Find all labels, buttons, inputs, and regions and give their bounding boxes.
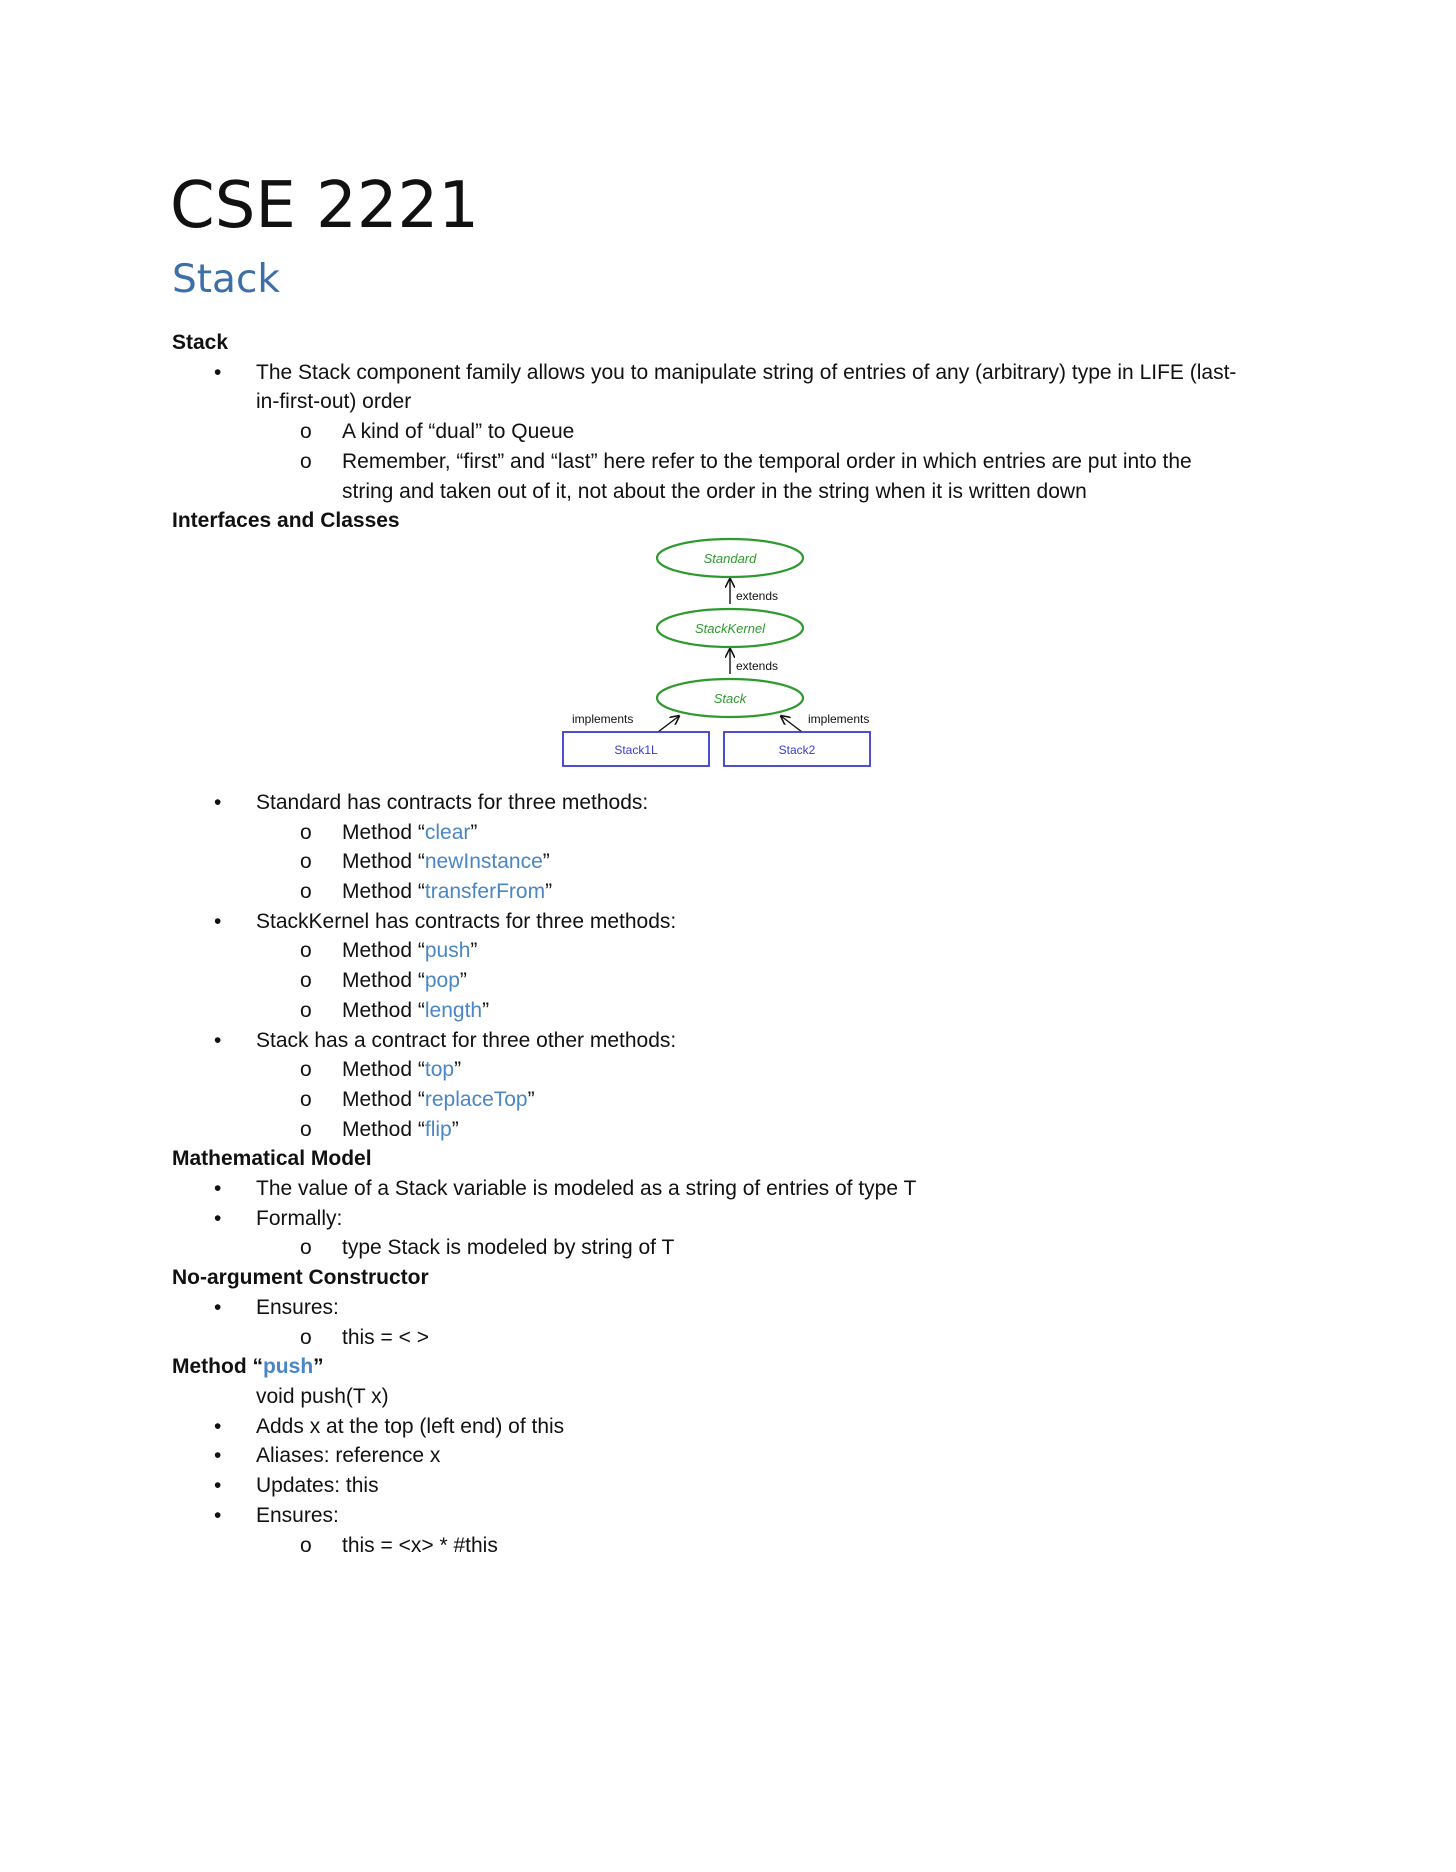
group-intro: StackKernel has contracts for three methods: [256,909,677,933]
edge-extends-1-label: extends [736,588,779,603]
sub-list-item [172,1055,1292,1085]
bullet-icon: • [214,1414,222,1438]
list-item [172,358,1292,388]
sub-list-item [172,1115,1292,1145]
group-intro: Stack has a contract for three other methods: [256,1028,677,1052]
sub-bullet-icon: o [300,1533,312,1557]
section-constructor [172,1263,1292,1352]
class-right-label: Stack2 [778,742,816,757]
sub-list-item [172,966,1292,996]
sub-list-item-continuation [172,477,1292,507]
push-heading-name: push [262,1355,314,1379]
method-name: top [424,1058,455,1082]
push-bullet2: Aliases: reference x [256,1444,441,1468]
method-prefix: Method “ [342,820,425,844]
list-item [172,1174,1292,1204]
model-bullet2: Formally: [256,1206,343,1230]
method-suffix: ” [527,1087,535,1111]
section-model [172,1144,1292,1263]
method-prefix: Method “ [342,1117,425,1141]
method-suffix: ” [470,820,478,844]
edge-extends-2-label: extends [736,658,779,673]
stack-sub2-line1: Remember, “first” and “last” here refer to the temporal order in which entries are put into the [342,449,1192,473]
sub-bullet-icon: o [300,820,312,844]
sub-bullet-icon: o [300,1325,312,1349]
list-item [172,1293,1292,1323]
sub-list-item [172,936,1292,966]
node-stack-label: Stack [713,690,747,706]
method-prefix: Method “ [342,880,425,904]
sub-bullet-icon: o [300,420,312,444]
method-name: flip [424,1117,452,1141]
bullet-icon: • [214,1177,222,1201]
node-standard [657,539,803,577]
bullet-icon: • [214,790,222,814]
list-item [172,907,1292,937]
node-stackkernel [657,609,803,647]
document-title: CSE 2221 [170,169,479,243]
sub-bullet-icon: o [300,1117,312,1141]
method-name: push [424,939,471,963]
section-heading-stack: Stack [172,331,229,354]
section-push [172,1352,1292,1560]
section-heading-constructor: No-argument Constructor [172,1266,429,1290]
sub-list-item [172,847,1292,877]
bullet-icon: • [214,909,222,933]
sub-bullet-icon: o [300,998,312,1022]
push-bullet1: Adds x at the top (left end) of this [256,1414,565,1438]
method-suffix: ” [545,880,553,904]
push-signature: void push(T x) [256,1384,389,1408]
section-interfaces [172,506,1292,536]
bullet-icon: • [214,1206,222,1230]
sub-bullet-icon: o [300,1087,312,1111]
edge-implements-left-label: implements [572,711,634,726]
node-standard-label: Standard [703,550,757,566]
list-item [172,788,1292,818]
sub-list-item [172,996,1292,1026]
method-suffix: ” [470,939,478,963]
class-hierarchy-svg [562,536,902,788]
method-name: transferFrom [424,880,546,904]
method-name: clear [424,820,471,844]
model-bullet1: The value of a Stack variable is modeled as a string of entries of type T [256,1177,917,1201]
node-stack [657,679,803,717]
constructor-bullet1: Ensures: [256,1295,339,1319]
class-stack2 [724,732,870,766]
sub-list-item [172,1323,1292,1353]
list-item [172,1441,1292,1471]
bullet-icon: • [214,1444,222,1468]
bullet-icon: • [214,1028,222,1052]
list-item [172,1026,1292,1056]
document-subtitle: Stack [172,257,280,302]
sub-list-item [172,1233,1292,1263]
method-prefix: Method “ [342,998,425,1022]
method-name: replaceTop [424,1087,528,1111]
method-name: newInstance [424,850,543,874]
bullet-icon: • [214,1474,222,1498]
sub-list-item [172,1085,1292,1115]
constructor-sub1: this = < > [342,1325,429,1349]
push-bullet4: Ensures: [256,1503,339,1527]
method-suffix: ” [454,1058,462,1082]
method-name: pop [424,969,460,993]
sub-bullet-icon: o [300,1236,312,1260]
section-heading-model: Mathematical Model [172,1147,372,1171]
sub-list-item [172,1531,1292,1561]
method-prefix: Method “ [342,1087,425,1111]
list-item [172,1412,1292,1442]
method-name: length [424,998,483,1022]
method-prefix: Method “ [342,850,425,874]
push-sub1: this = <x> * #this [342,1533,498,1557]
push-heading-suffix: ” [313,1355,324,1379]
method-groups [172,788,1292,1144]
implements-arrow [658,716,679,732]
stack-sub2-line2: string and taken out of it, not about the order in the string when it is written down [342,479,1087,503]
method-prefix: Method “ [342,969,425,993]
list-item [172,1501,1292,1531]
sub-bullet-icon: o [300,939,312,963]
sub-list-item [172,417,1292,447]
sub-bullet-icon: o [300,449,312,473]
sub-bullet-icon: o [300,880,312,904]
sub-bullet-icon: o [300,1058,312,1082]
implements-arrow [781,716,802,732]
stack-desc-line2: in-first-out) order [256,390,412,414]
list-item [172,1471,1292,1501]
method-prefix: Method “ [342,939,425,963]
sub-bullet-icon: o [300,850,312,874]
bullet-icon: • [214,1295,222,1319]
model-sub1: type Stack is modeled by string of T [342,1236,675,1260]
method-suffix: ” [459,969,467,993]
sub-list-item [172,818,1292,848]
method-suffix: ” [542,850,550,874]
push-heading-prefix: Method “ [172,1355,263,1379]
class-hierarchy-diagram [172,536,1292,788]
sub-list-item [172,877,1292,907]
stack-sub1: A kind of “dual” to Queue [342,420,575,444]
section-heading-interfaces: Interfaces and Classes [172,509,400,533]
section-heading-push [172,1352,1292,1382]
method-prefix: Method “ [342,1058,425,1082]
list-item [172,1204,1292,1234]
class-left-label: Stack1L [614,742,658,757]
group-intro: Standard has contracts for three methods: [256,790,649,814]
edge-implements-right-label: implements [808,711,870,726]
list-item-continuation [172,387,1292,417]
stack-desc-line1: The Stack component family allows you to manipulate string of entries of any (arbitrary) type in LIFE (last- [256,360,1237,384]
document-page [172,170,1292,1560]
push-bullet3: Updates: this [256,1474,379,1498]
node-stackkernel-label: StackKernel [694,620,766,636]
bullet-icon: • [214,1503,222,1527]
method-suffix: ” [451,1117,459,1141]
section-stack [172,328,1292,506]
method-suffix: ” [482,998,490,1022]
class-stack1l [563,732,709,766]
sub-list-item [172,447,1292,477]
sub-bullet-icon: o [300,969,312,993]
bullet-icon: • [214,360,222,384]
